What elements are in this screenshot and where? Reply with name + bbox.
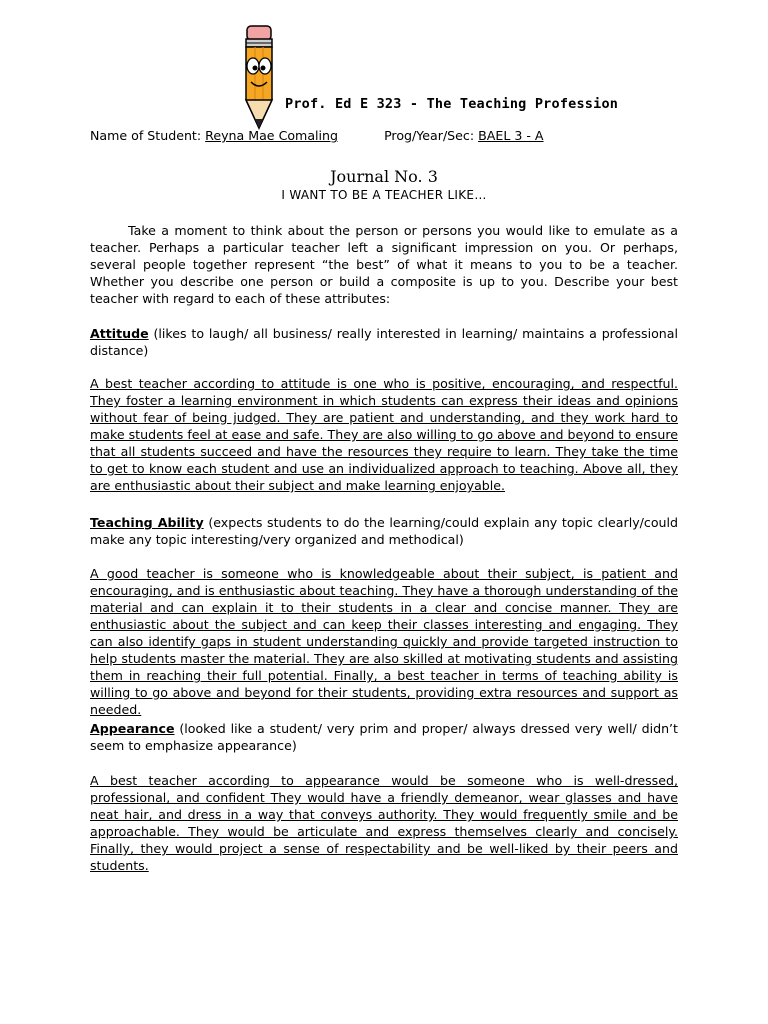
teaching-ability-prompt bbox=[90, 514, 678, 548]
appearance-answer: A best teacher according to appearance would be someone who is well-dressed, professional, and confident They would have a friendly demeanor, wear glasses and have neat hair, and dress in a way that conveys authority. They would frequently smile and be approachable. They would be articulate and express themselves clearly and concisely. Finally, they would project a sense of respectability and be well-liked by their peers and students. bbox=[90, 773, 678, 873]
section-label: Prog/Year/Sec: bbox=[384, 128, 475, 143]
teaching-ability-heading: Teaching Ability bbox=[90, 515, 204, 530]
section-value: BAEL 3 - A bbox=[478, 128, 544, 143]
pencil-mascot-logo bbox=[238, 24, 280, 132]
intro-paragraph: Take a moment to think about the person or persons you would like to emulate as a teacher. Perhaps a particular teacher left a significant impression on you. Or perhaps, several people together represent “the best” of what it means to you to be a teacher. Whether you describe one person or build a composite is up to you. Describe your best teacher with regard to each of these attributes: bbox=[90, 223, 678, 306]
attitude-prompt bbox=[90, 325, 678, 359]
teaching-ability-answer: A good teacher is someone who is knowledgeable about their subject, is patient and encouraging, and is enthusiastic about teaching. They have a thorough understanding of the material and can explain it to their students in a clear and concise manner. They are enthusiastic about the subject and can keep their classes interesting and engaging. They can also identify gaps in student understanding quickly and provide targeted instruction to help students master the material. They are also skilled at motivating students and assisting them in reaching their full potential. Finally, a best teacher in terms of teaching ability is willing to go above and beyond for their students, providing extra resources and support as needed. bbox=[90, 566, 678, 717]
appearance-heading: Appearance bbox=[90, 721, 175, 736]
attitude-prompt-text: (likes to laugh/ all business/ really interested in learning/ maintains a professional distance) bbox=[90, 326, 678, 358]
course-title: Prof. Ed E 323 - The Teaching Profession bbox=[285, 96, 619, 112]
journal-number: Journal No. 3 bbox=[330, 167, 438, 186]
journal-subtitle: I WANT TO BE A TEACHER LIKE… bbox=[281, 188, 487, 202]
attitude-heading: Attitude bbox=[90, 326, 149, 341]
student-name-value: Reyna Mae Comaling bbox=[205, 128, 339, 143]
student-info-line bbox=[90, 128, 544, 143]
teaching-ability-prompt-text: (expects students to do the learning/could explain any topic clearly/could make any topic interesting/very organized and methodical) bbox=[90, 515, 678, 547]
appearance-prompt bbox=[90, 720, 678, 754]
appearance-prompt-text: (looked like a student/ very prim and proper/ always dressed very well/ didn’t seem to emphasize appearance) bbox=[90, 721, 678, 753]
student-name-label: Name of Student: bbox=[90, 128, 202, 143]
attitude-answer: A best teacher according to attitude is one who is positive, encouraging, and respectful. They foster a learning environment in which students can express their ideas and opinions without fear of being judged. They are patient and understanding, and they work hard to make students feel at ease and safe. They are also willing to go above and beyond to ensure that all students succeed and have the resources they require to learn. They take the time to get to know each student and use an individualized approach to teaching. Above all, they are enthusiastic about their subject and make learning enjoyable. bbox=[90, 376, 678, 493]
